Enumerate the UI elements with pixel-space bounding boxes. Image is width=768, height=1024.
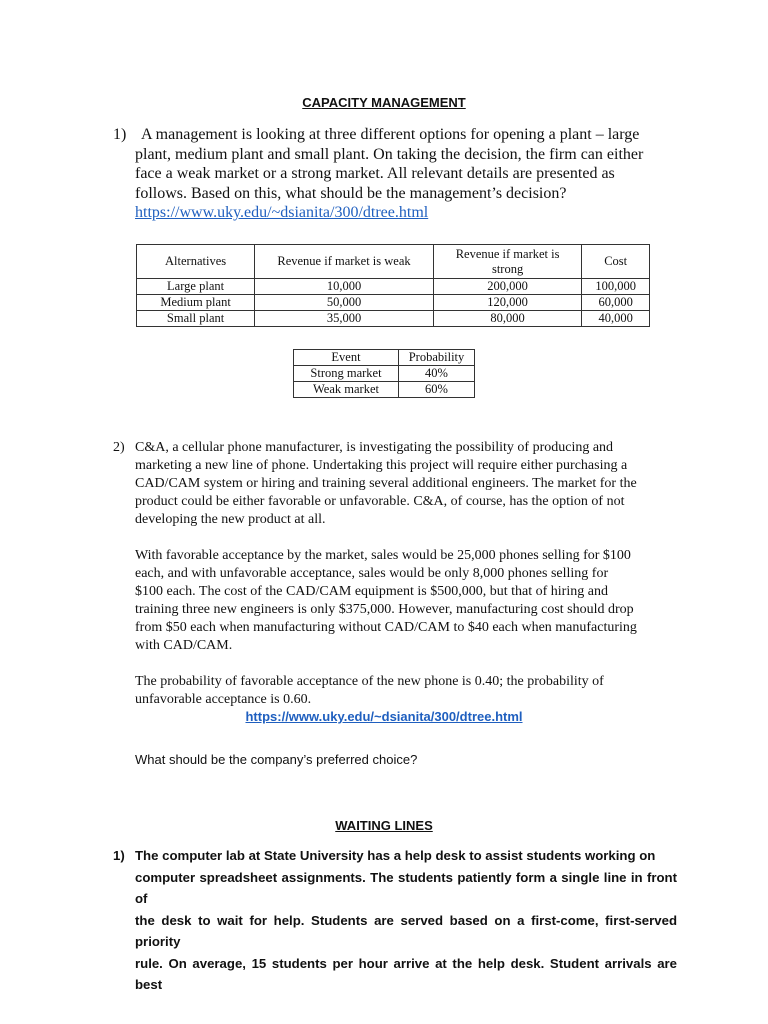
column-header xyxy=(433,245,581,279)
table-cell: 40,000 xyxy=(582,311,650,327)
text-line: plant, medium plant and small plant. On taking the decision, the firm can either xyxy=(135,145,644,163)
probability-table xyxy=(293,349,475,398)
column-header: Revenue if market is weak xyxy=(255,245,434,279)
question-number: 2) xyxy=(113,440,125,455)
column-header: Probability xyxy=(399,350,475,366)
text-line: developing the new product at all. xyxy=(135,512,326,527)
reference-link[interactable]: https://www.uky.edu/~dsianita/300/dtree.html xyxy=(135,204,429,221)
paragraph xyxy=(135,673,695,709)
table-row xyxy=(137,295,650,311)
table-row xyxy=(294,366,475,382)
text-line: unfavorable acceptance is 0.60. xyxy=(135,692,312,707)
text-line: A management is looking at three different options for opening a plant – large xyxy=(141,126,640,143)
table-cell: 200,000 xyxy=(433,279,581,295)
text-line: follows. Based on this, what should be the management’s decision? xyxy=(135,184,567,202)
table-cell: Strong market xyxy=(294,366,399,382)
table-cell: 50,000 xyxy=(255,295,434,311)
text-line: each, and with unfavorable acceptance, sales would be only 8,000 phones selling for xyxy=(135,566,609,581)
text-line: face a weak market or a strong market. All relevant details are presented as xyxy=(135,165,615,182)
table-header-row xyxy=(294,350,475,366)
table-cell: 100,000 xyxy=(582,279,650,295)
text-line: with CAD/CAM. xyxy=(135,638,233,653)
text-line: CAD/CAM system or hiring and training several additional engineers. The market for the xyxy=(135,476,637,491)
table-cell: 35,000 xyxy=(255,311,434,327)
table-header-row xyxy=(137,245,650,279)
table-cell: 40% xyxy=(399,366,475,382)
table-cell: 10,000 xyxy=(255,279,434,295)
reference-link[interactable]: https://www.uky.edu/~dsianita/300/dtree.html xyxy=(245,709,523,724)
table-cell: 60% xyxy=(399,382,475,398)
column-header-text: Revenue if market is strong xyxy=(455,246,560,276)
text-line: The probability of favorable acceptance of the new phone is 0.40; the probability of xyxy=(135,674,604,689)
table-cell: 80,000 xyxy=(433,311,581,327)
table-row xyxy=(294,382,475,398)
column-header: Alternatives xyxy=(137,245,255,279)
section-heading-waiting-lines: WAITING LINES xyxy=(335,818,433,833)
paragraph xyxy=(135,547,695,655)
text-line: marketing a new line of phone. Undertaking this project will require either purchasing a xyxy=(135,458,628,473)
text-line: C&A, a cellular phone manufacturer, is investigating the possibility of producing and xyxy=(135,440,614,455)
question-2-body xyxy=(135,439,695,709)
text-line: computer spreadsheet assignments. The students patiently form a single line in front of xyxy=(135,869,677,906)
table-row xyxy=(137,311,650,327)
question-number: 1) xyxy=(113,126,127,143)
table-cell: 60,000 xyxy=(582,295,650,311)
text-line: from $50 each when manufacturing without CAD/CAM to $40 each when manufacturing xyxy=(135,620,637,635)
section-heading-capacity: CAPACITY MANAGEMENT xyxy=(302,95,466,110)
text-line: product could be either favorable or unfavorable. C&A, of course, has the option of not xyxy=(135,494,625,509)
table-row xyxy=(137,279,650,295)
text-line: With favorable acceptance by the market, sales would be 25,000 phones selling for $100 xyxy=(135,548,631,563)
table-cell: Weak market xyxy=(294,382,399,398)
table-cell: Medium plant xyxy=(137,295,255,311)
text-line: the desk to wait for help. Students are served based on a first-come, first-served priority xyxy=(135,912,677,949)
table-cell: Large plant xyxy=(137,279,255,295)
text-line: $100 each. The cost of the CAD/CAM equipment is $500,000, but that of hiring and xyxy=(135,584,608,599)
table-cell: Small plant xyxy=(137,311,255,327)
question-number: 1) xyxy=(113,848,125,863)
text-line: training three new engineers is only $375,000. However, manufacturing cost should drop xyxy=(135,602,634,617)
waiting-question-1-body xyxy=(135,845,677,996)
column-header: Cost xyxy=(582,245,650,279)
reference-link-container xyxy=(0,709,768,724)
text-line: rule. On average, 15 students per hour arrive at the help desk. Student arrivals are best xyxy=(135,955,677,992)
text-line: The computer lab at State University has a help desk to assist students working on xyxy=(135,848,656,863)
question-1-body xyxy=(135,125,695,223)
question-prompt: What should be the company’s preferred choice? xyxy=(135,752,418,767)
paragraph xyxy=(135,439,695,529)
column-header: Event xyxy=(294,350,399,366)
alternatives-table xyxy=(136,244,650,327)
table-cell: 120,000 xyxy=(433,295,581,311)
